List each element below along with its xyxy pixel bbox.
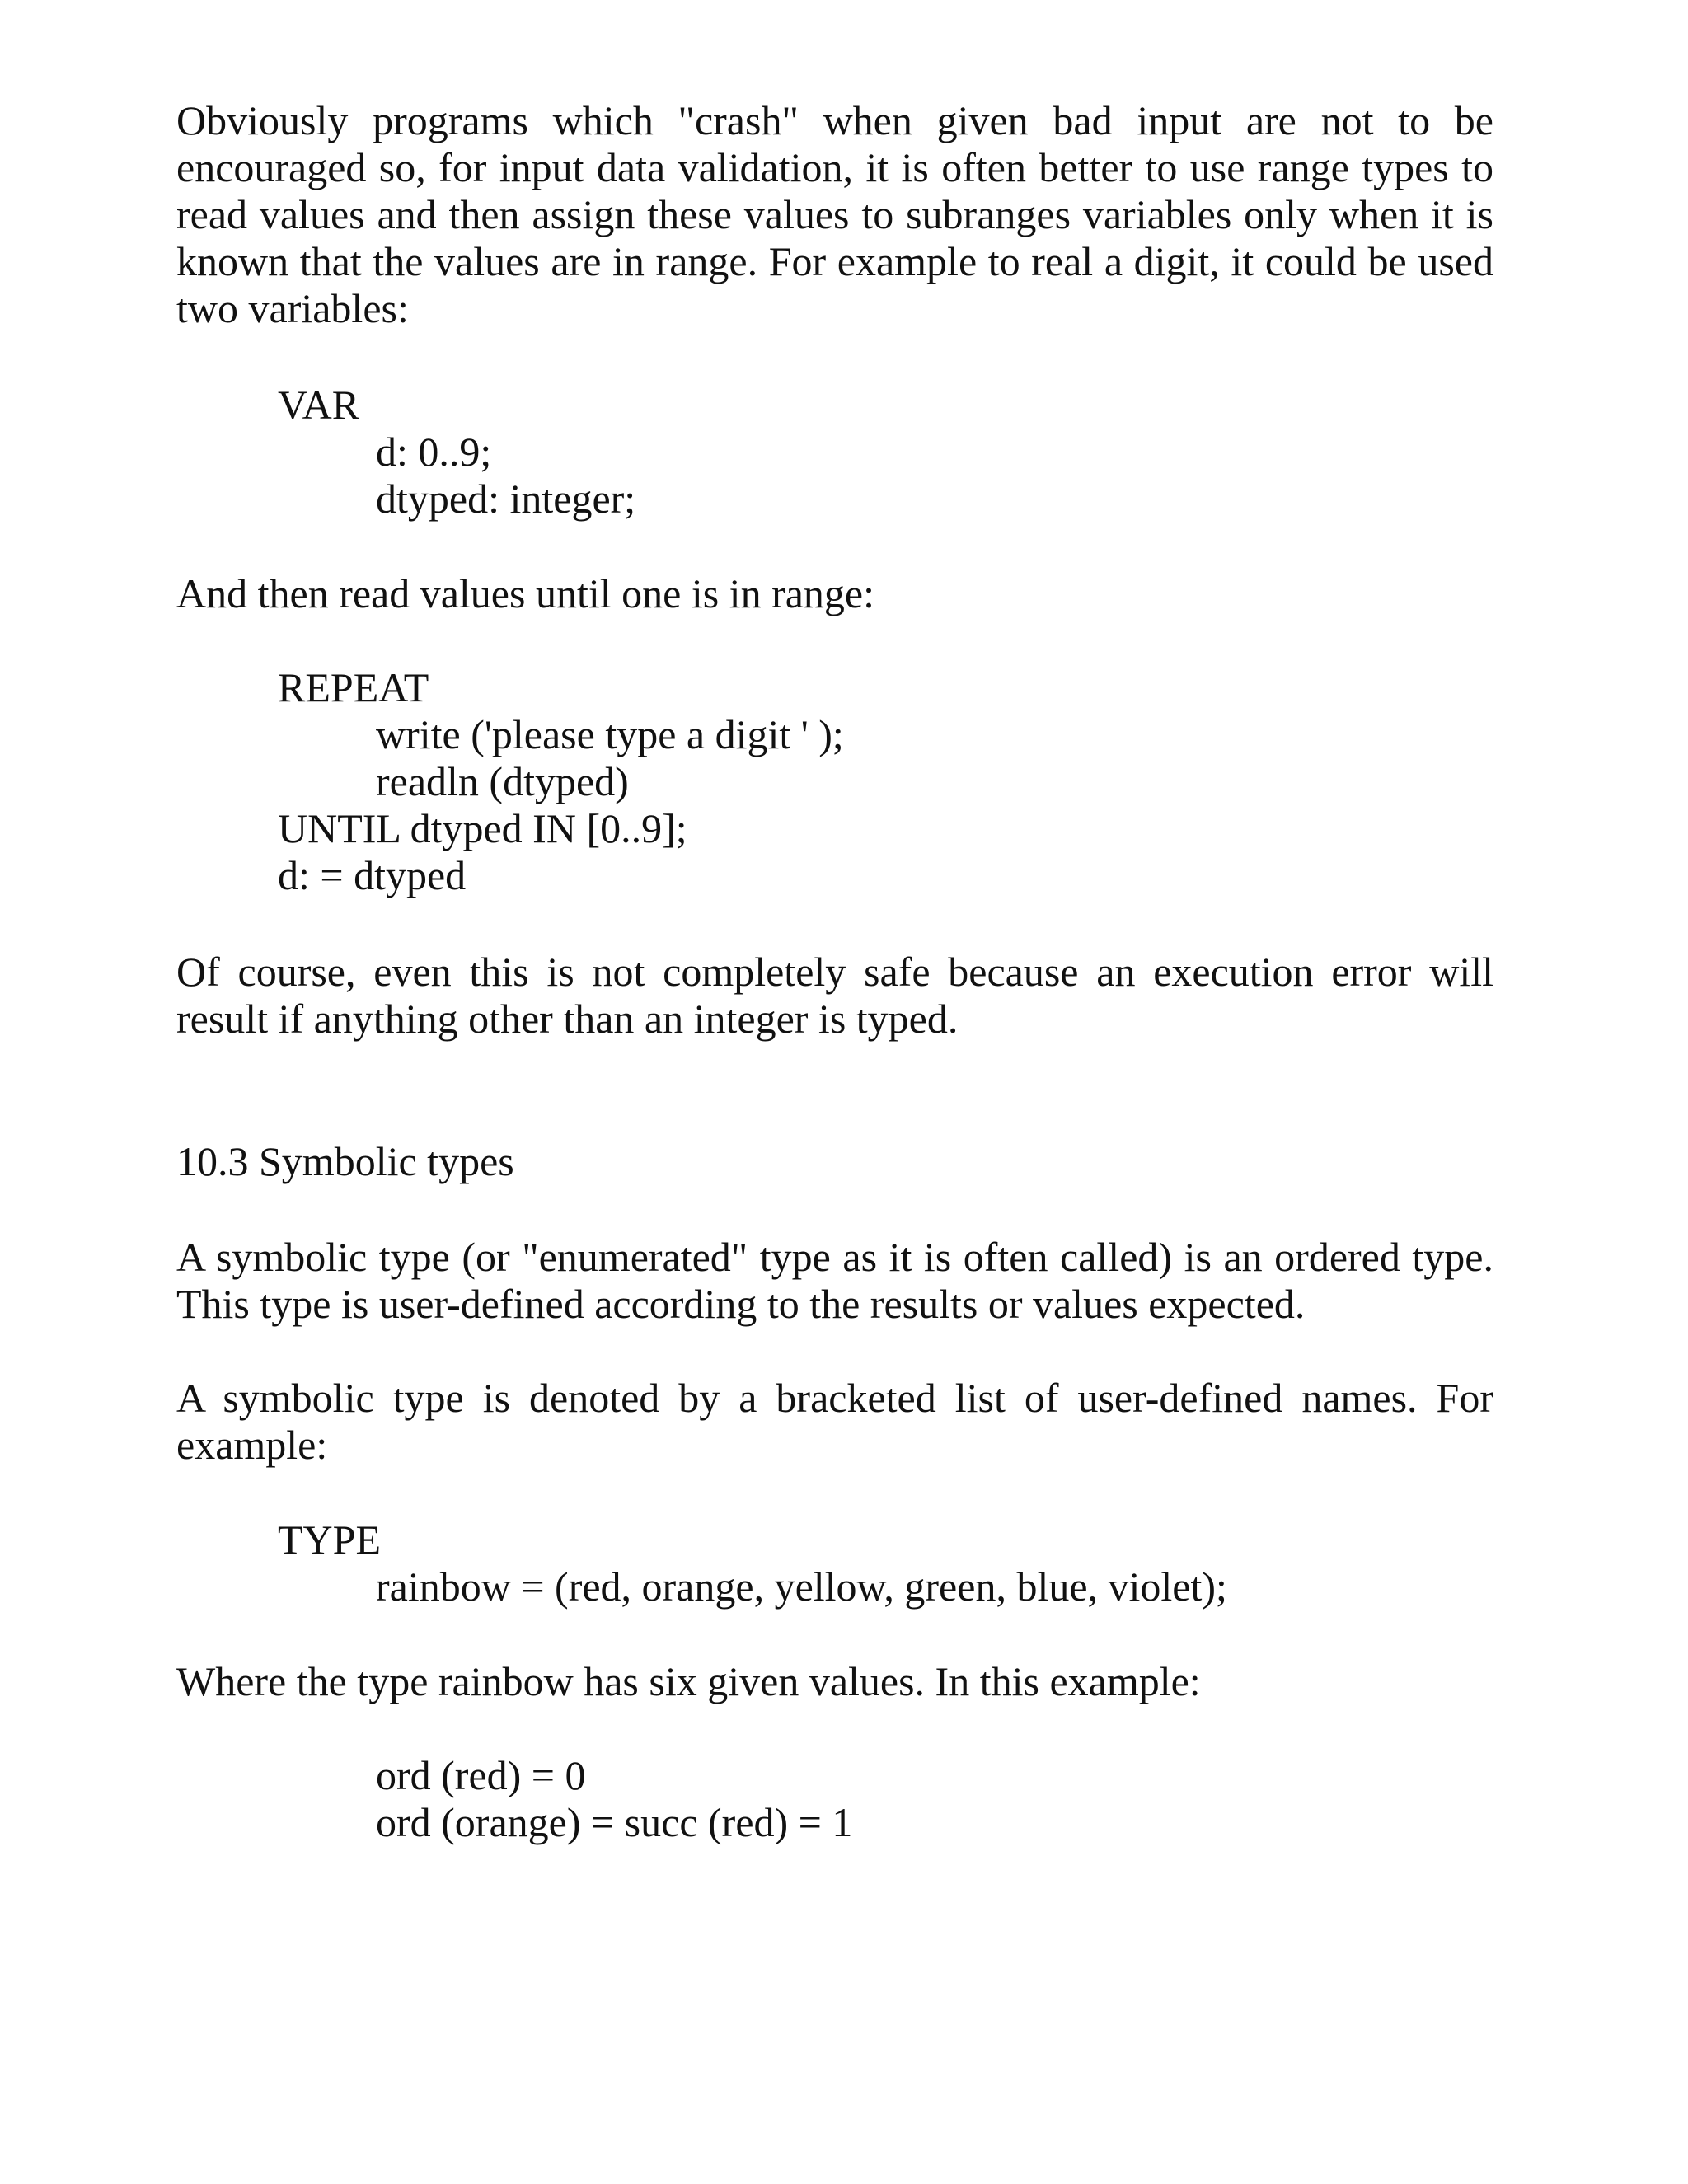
code-repeat-line-3: UNTIL dtyped IN [0..9]; [278, 805, 687, 851]
code-var-keyword: VAR [278, 382, 360, 428]
rainbow-paragraph: Where the type rainbow has six given values. In this example: [176, 1658, 1201, 1704]
symbolic-type-paragraph: A symbolic type (or "enumerated" type as it is often called) is an ordered type. This type is user-defined according to the results or values expected. [176, 1234, 1493, 1327]
intro-paragraph: Obviously programs which "crash" when given bad input are not to be encouraged so, for input data validation, it is often better to use range types to read values and then assign these values to subranges variables only when it is known that the values are in range. For example to real a digit, it could be used two variables: [176, 97, 1493, 331]
code-var-line-1: d: 0..9; [376, 429, 492, 475]
code-repeat-line-1: write ('please type a digit ' ); [376, 711, 844, 757]
safety-paragraph: Of course, even this is not completely safe because an execution error will result if anything other than an integer is typed. [176, 949, 1493, 1042]
code-type-line-1: rainbow = (red, orange, yellow, green, blue, violet); [376, 1563, 1227, 1610]
code-repeat-line-4: d: = dtyped [278, 852, 467, 898]
bracketed-list-paragraph: A symbolic type is denoted by a bracketed list of user-defined names. For example: [176, 1375, 1493, 1468]
code-ord-line-2: ord (orange) = succ (red) = 1 [376, 1799, 853, 1845]
section-heading: 10.3 Symbolic types [176, 1138, 514, 1184]
code-repeat-line-2: readln (dtyped) [376, 758, 629, 804]
code-var-line-2: dtyped: integer; [376, 476, 636, 522]
code-ord-line-1: ord (red) = 0 [376, 1752, 586, 1798]
code-type-keyword: TYPE [278, 1516, 381, 1563]
code-repeat-keyword: REPEAT [278, 664, 429, 710]
read-values-paragraph: And then read values until one is in range: [176, 570, 874, 616]
